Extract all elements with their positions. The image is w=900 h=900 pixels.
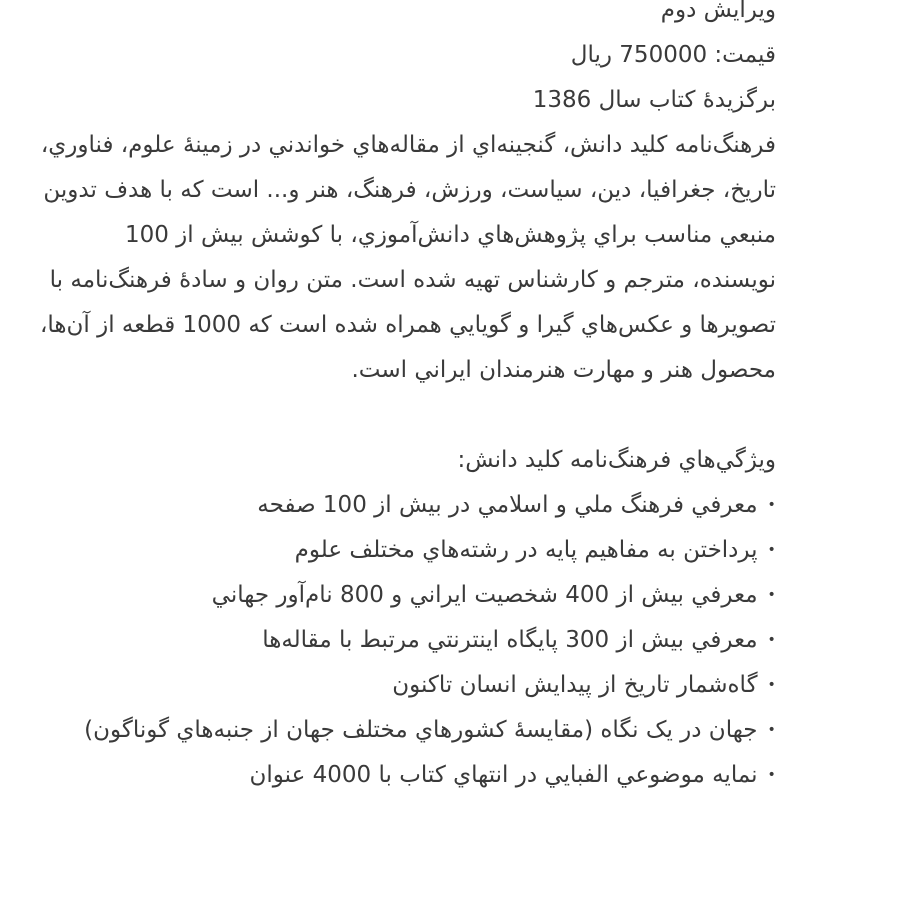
- feature-text: معرفي فرهنگ ملي و اسلامي در بیش از 100 صفحه: [257, 492, 758, 518]
- feature-item: [36, 618, 776, 663]
- spacer: [36, 393, 776, 438]
- bullet-icon: •: [767, 632, 776, 648]
- feature-item: [36, 753, 776, 798]
- description-paragraph: فرهنگ‌نامه کلید دانش، گنجینه‌اي از مقاله‌هاي خواندني در زمینهٔ علوم، فناوري، تاریخ، جغرافیا، دین، سیاست، ورزش، فرهنگ، هنر و... است که با هدف تدوین منبعي مناسب براي پژوهش‌هاي دانش‌آموزي، با کوشش بیش از 100 نویسنده، مترجم و کارشناس تهیه شده است. متن روان و سادهٔ فرهنگ‌نامه با تصویرها و عکس‌هاي گیرا و گویایي همراه شده است که 1000 قطعه از آن‌ها، محصول هنر و مهارت هنرمندان ایراني است.: [39, 132, 776, 383]
- feature-text: نمایه موضوعي الفبایي در انتهاي کتاب با 4000 عنوان: [249, 762, 758, 788]
- bullet-icon: •: [767, 722, 776, 738]
- bullet-icon: •: [767, 497, 776, 513]
- feature-text: معرفي بیش از 400 شخصیت ایراني و 800 نام‌آور جهاني: [211, 582, 758, 608]
- feature-text: معرفي بیش از 300 پایگاه اینترنتي مرتبط با مقاله‌ها: [262, 627, 758, 653]
- feature-item: [36, 708, 776, 753]
- feature-item: [36, 528, 776, 573]
- price-text: قیمت: 750000 ریال: [570, 42, 776, 68]
- features-heading: ویژگي‌هاي فرهنگ‌نامه کلید دانش:: [457, 447, 776, 473]
- feature-item: [36, 483, 776, 528]
- bullet-icon: •: [767, 542, 776, 558]
- book-description-block: [36, 0, 776, 798]
- features-list: [36, 483, 776, 798]
- edition-text: ویرایش دوم: [660, 0, 776, 23]
- feature-item: [36, 663, 776, 708]
- feature-text: جهان در یک نگاه (مقایسهٔ کشورهاي مختلف جهان از جنبه‌هاي گوناگون): [84, 717, 758, 743]
- award-text: برگزیدهٔ کتاب سال 1386: [532, 87, 776, 113]
- bullet-icon: •: [767, 587, 776, 603]
- bullet-icon: •: [767, 677, 776, 693]
- bullet-icon: •: [767, 767, 776, 783]
- feature-item: [36, 573, 776, 618]
- feature-text: گاه‌شمار تاریخ از پیدایش انسان تاکنون: [392, 672, 758, 698]
- feature-text: پرداختن به مفاهیم پایه در رشته‌هاي مختلف علوم: [294, 537, 758, 563]
